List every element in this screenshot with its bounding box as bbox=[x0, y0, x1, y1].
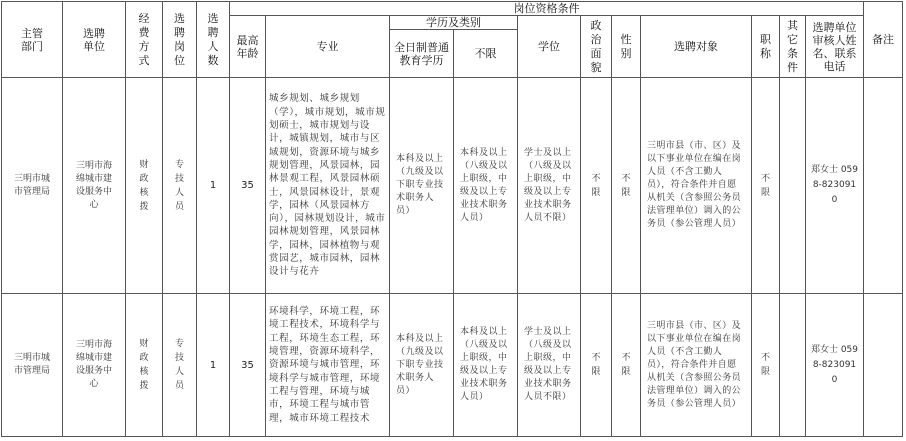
cell-dept: 三明市城市管理局 bbox=[2, 78, 63, 294]
cell-title: 不限 bbox=[752, 78, 780, 294]
table-row bbox=[2, 78, 903, 294]
header-fulltime: 全日制普通教育学历 bbox=[390, 30, 454, 78]
cell-unit: 三明市海绵城市建设服务中心 bbox=[63, 78, 126, 294]
cell-degree: 学士及以上（八级及以上职级，中级及以上专业技术职务人员不限） bbox=[518, 294, 581, 437]
cell-contact: 郑女士 0598-8230910 bbox=[806, 294, 864, 437]
table-row bbox=[2, 294, 903, 437]
header-political: 政治面貌 bbox=[581, 16, 612, 78]
header-age: 最高年龄 bbox=[230, 16, 266, 78]
header-position: 选聘岗位 bbox=[163, 2, 197, 78]
cell-fulltime: 本科及以上（九级及以下职专业技术职务人员） bbox=[390, 78, 454, 294]
cell-major: 环境科学，环境工程，环境工程技术，环境科学与工程，环境生态工程，环境管理，资源环境科学，资源环境与城市管理，环境科学与城市管理，环境工程与管理，环境与城市，环境工程与城市管理，城市环境工程技术 bbox=[266, 294, 390, 437]
cell-count: 1 bbox=[197, 78, 230, 294]
header-other: 其它条件 bbox=[780, 16, 806, 78]
cell-contact: 郑女士 0598-8230910 bbox=[806, 78, 864, 294]
header-contact: 选聘单位审核人姓名、联系电话 bbox=[806, 16, 864, 78]
header-edu-type: 学历及类别 bbox=[390, 16, 518, 30]
cell-position: 专技人员 bbox=[163, 78, 197, 294]
cell-other bbox=[780, 78, 806, 294]
cell-degree: 学士及以上（八级及以上职级，中级及以上专业技术职务人员不限） bbox=[518, 78, 581, 294]
header-qualification: 岗位资格条件 bbox=[230, 2, 864, 16]
cell-age: 35 bbox=[230, 294, 266, 437]
header-funding: 经费方式 bbox=[126, 2, 163, 78]
header-unit: 选聘单位 bbox=[63, 2, 126, 78]
cell-political: 不限 bbox=[581, 78, 612, 294]
cell-dept: 三明市城市管理局 bbox=[2, 294, 63, 437]
header-target: 选聘对象 bbox=[641, 16, 752, 78]
header-dept: 主管部门 bbox=[2, 2, 63, 78]
cell-unit: 三明市海绵城市建设服务中心 bbox=[63, 294, 126, 437]
cell-gender: 不限 bbox=[612, 78, 641, 294]
cell-major: 城乡规划、城乡规划（学），城市规划，城市规划硕士，城市规划与设计，城镇规划，城市与区域规划，资源环境与城乡规划管理，风景园林，园林景观工程，风景园林硕士，风景园林设计，景观学，园林（风景园林方向），园林规划设计，城市园林规划管理，风景园林学，园林，园林植物与观赏园艺，城市园林，园林设计与花卉 bbox=[266, 78, 390, 294]
header-count: 选聘人数 bbox=[197, 2, 230, 78]
header-unlimited: 不限 bbox=[454, 30, 518, 78]
cell-unlimited: 本科及以上（八级及以上职级，中级及以上专业技术职务人员） bbox=[454, 294, 518, 437]
cell-target: 三明市县（市、区）及以下事业单位在编在岗人员（不含工勤人员），符合条件并自愿从机关（含参照公务员法管理单位）调入的公务员（参公管理人员） bbox=[641, 78, 752, 294]
header-major: 专业 bbox=[266, 16, 390, 78]
cell-other bbox=[780, 294, 806, 437]
cell-count: 1 bbox=[197, 294, 230, 437]
cell-gender: 不限 bbox=[612, 294, 641, 437]
cell-age: 35 bbox=[230, 78, 266, 294]
cell-funding: 财政核拨 bbox=[126, 78, 163, 294]
header-gender: 性别 bbox=[612, 16, 641, 78]
cell-remark bbox=[864, 294, 903, 437]
header-remark: 备注 bbox=[864, 2, 903, 78]
recruitment-table bbox=[1, 1, 903, 437]
cell-target: 三明市县（市、区）及以下事业单位在编在岗人员（不含工勤人员），符合条件并自愿从机关（含参照公务员法管理单位）调入的公务员（参公管理人员） bbox=[641, 294, 752, 437]
cell-unlimited: 本科及以上（八级及以上职级，中级及以上专业技术职务人员） bbox=[454, 78, 518, 294]
cell-political: 不限 bbox=[581, 294, 612, 437]
cell-remark bbox=[864, 78, 903, 294]
cell-funding: 财政核拨 bbox=[126, 294, 163, 437]
header-degree: 学位 bbox=[518, 16, 581, 78]
header-title: 职称 bbox=[752, 16, 780, 78]
cell-title: 不限 bbox=[752, 294, 780, 437]
cell-fulltime: 本科及以上（九级及以下职专业技术职务人员） bbox=[390, 294, 454, 437]
cell-position: 专技人员 bbox=[163, 294, 197, 437]
